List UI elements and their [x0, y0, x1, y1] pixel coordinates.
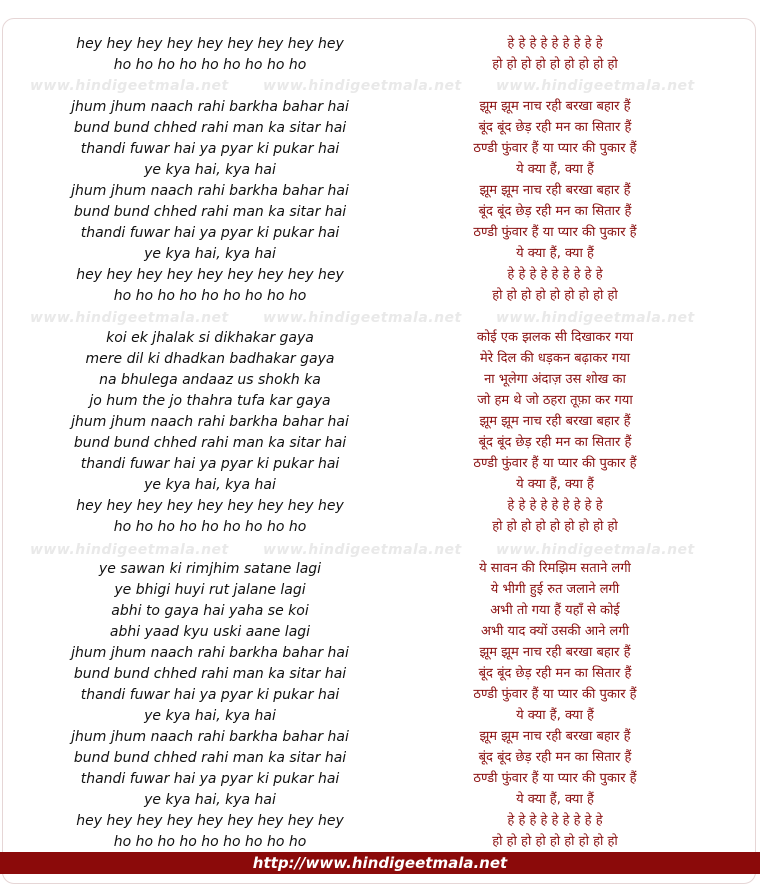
lyric-line-hindi: ये क्या हैं, क्या हैं: [516, 162, 594, 177]
lyric-line-hindi: ठण्डी फुंवार हैं या प्यार की पुकार हैं: [473, 687, 637, 702]
lyric-line-english: bund bund chhed rahi man ka sitar hai: [73, 750, 347, 766]
lyric-line-hindi: हो हो हो हो हो हो हो हो हो: [492, 834, 618, 849]
lyric-line-english: ho ho ho ho ho ho ho ho ho: [113, 288, 307, 304]
watermark-text: www.hindigeetmala.net: [496, 542, 695, 558]
lyric-line-english: jhum jhum naach rahi barkha bahar hai: [71, 414, 349, 430]
lyric-line-english: bund bund chhed rahi man ka sitar hai: [73, 204, 347, 220]
lyric-line-hindi: मेरे दिल की धड़कन बढ़ाकर गया: [480, 351, 630, 366]
lyric-line-hindi: ये क्या हैं, क्या हैं: [516, 708, 594, 723]
lyric-line-english: jhum jhum naach rahi barkha bahar hai: [71, 645, 349, 661]
lyric-line-hindi: जो हम थे जो ठहरा तूफ़ा कर गया: [477, 393, 633, 408]
lyric-line-english: hey hey hey hey hey hey hey hey hey: [76, 36, 344, 52]
lyric-line-english: hey hey hey hey hey hey hey hey hey: [76, 267, 344, 283]
lyric-line-english: thandi fuwar hai ya pyar ki pukar hai: [80, 456, 340, 472]
lyric-line-hindi: ये क्या हैं, क्या हैं: [516, 246, 594, 261]
lyric-line-hindi: ये क्या हैं, क्या हैं: [516, 477, 594, 492]
lyric-line-english: ye kya hai, kya hai: [144, 477, 276, 493]
lyric-line-english: thandi fuwar hai ya pyar ki pukar hai: [80, 687, 340, 703]
lyric-line-hindi: ठण्डी फुंवार हैं या प्यार की पुकार हैं: [473, 225, 637, 240]
lyric-line-english: thandi fuwar hai ya pyar ki pukar hai: [80, 225, 340, 241]
lyric-line-hindi: हो हो हो हो हो हो हो हो हो: [492, 288, 618, 303]
watermark-text: www.hindigeetmala.net: [30, 310, 229, 326]
lyric-line-english: bund bund chhed rahi man ka sitar hai: [73, 435, 347, 451]
watermark-text: www.hindigeetmala.net: [263, 542, 462, 558]
lyric-line-hindi: झूम झूम नाच रही बरखा बहार हैं: [479, 414, 631, 429]
lyric-line-hindi: ठण्डी फुंवार हैं या प्यार की पुकार हैं: [473, 141, 637, 156]
watermark-text: www.hindigeetmala.net: [496, 310, 695, 326]
site-url-footer[interactable]: http://www.hindigeetmala.net: [0, 852, 760, 874]
watermark-text: www.hindigeetmala.net: [263, 310, 462, 326]
lyric-line-hindi: झूम झूम नाच रही बरखा बहार हैं: [479, 645, 631, 660]
lyric-line-english: bund bund chhed rahi man ka sitar hai: [73, 120, 347, 136]
lyric-line-english: bund bund chhed rahi man ka sitar hai: [73, 666, 347, 682]
lyric-line-english: mere dil ki dhadkan badhakar gaya: [85, 351, 335, 367]
lyric-line-english: ye kya hai, kya hai: [144, 792, 276, 808]
lyric-line-hindi: बूंद बूंद छेड़ रही मन का सितार हैं: [478, 750, 632, 765]
lyric-line-hindi: ये क्या हैं, क्या हैं: [516, 792, 594, 807]
watermark-text: www.hindigeetmala.net: [263, 78, 462, 94]
lyric-line-hindi: कोई एक झलक सी दिखाकर गया: [476, 330, 634, 345]
lyric-line-english: koi ek jhalak si dikhakar gaya: [106, 330, 314, 346]
lyric-line-hindi: ठण्डी फुंवार हैं या प्यार की पुकार हैं: [473, 771, 637, 786]
lyric-line-hindi: झूम झूम नाच रही बरखा बहार हैं: [479, 183, 631, 198]
lyric-line-hindi: हे हे हे हे हे हे हे हे हे: [507, 498, 603, 513]
lyric-line-english: abhi yaad kyu uski aane lagi: [109, 624, 311, 640]
lyric-line-hindi: ना भूलेगा अंदाज़ उस शोख का: [484, 372, 626, 387]
lyric-line-hindi: बूंद बूंद छेड़ रही मन का सितार हैं: [478, 120, 632, 135]
lyric-line-hindi: हे हे हे हे हे हे हे हे हे: [507, 267, 603, 282]
lyric-line-hindi: हो हो हो हो हो हो हो हो हो: [492, 519, 618, 534]
lyric-line-hindi: हे हे हे हे हे हे हे हे हे: [507, 813, 603, 828]
lyric-line-english: jhum jhum naach rahi barkha bahar hai: [71, 729, 349, 745]
lyric-line-english: ye kya hai, kya hai: [144, 246, 276, 262]
lyric-line-hindi: ये सावन की रिमझिम सताने लगी: [479, 561, 631, 576]
watermark-text: www.hindigeetmala.net: [30, 542, 229, 558]
lyric-line-hindi: ठण्डी फुंवार हैं या प्यार की पुकार हैं: [473, 456, 637, 471]
lyric-line-english: na bhulega andaaz us shokh ka: [99, 372, 321, 388]
lyric-line-hindi: बूंद बूंद छेड़ रही मन का सितार हैं: [478, 666, 632, 681]
watermark-text: www.hindigeetmala.net: [30, 78, 229, 94]
lyric-line-english: hey hey hey hey hey hey hey hey hey: [76, 498, 344, 514]
watermark-text: www.hindigeetmala.net: [496, 78, 695, 94]
lyric-line-hindi: झूम झूम नाच रही बरखा बहार हैं: [479, 99, 631, 114]
lyric-line-english: ho ho ho ho ho ho ho ho ho: [113, 834, 307, 850]
lyric-line-english: jhum jhum naach rahi barkha bahar hai: [71, 183, 349, 199]
lyric-line-hindi: हे हे हे हे हे हे हे हे हे: [507, 36, 603, 51]
lyric-line-english: thandi fuwar hai ya pyar ki pukar hai: [80, 141, 340, 157]
lyric-line-english: hey hey hey hey hey hey hey hey hey: [76, 813, 344, 829]
lyric-line-hindi: ये भीगी हुई रुत जलाने लगी: [490, 582, 620, 597]
lyric-line-english: ye kya hai, kya hai: [144, 708, 276, 724]
lyric-line-hindi: अभी तो गया हैं यहाँ से कोई: [490, 603, 620, 618]
lyric-line-english: ho ho ho ho ho ho ho ho ho: [113, 519, 307, 535]
lyric-line-english: jo hum the jo thahra tufa kar gaya: [89, 393, 331, 409]
lyric-line-english: thandi fuwar hai ya pyar ki pukar hai: [80, 771, 340, 787]
lyric-line-hindi: हो हो हो हो हो हो हो हो हो: [492, 57, 618, 72]
lyric-line-english: ye sawan ki rimjhim satane lagi: [98, 561, 322, 577]
lyric-line-english: abhi to gaya hai yaha se koi: [111, 603, 309, 619]
lyric-line-english: ho ho ho ho ho ho ho ho ho: [113, 57, 307, 73]
lyric-line-english: ye kya hai, kya hai: [144, 162, 276, 178]
lyric-line-english: jhum jhum naach rahi barkha bahar hai: [71, 99, 349, 115]
lyric-line-hindi: अभी याद क्यों उसकी आने लगी: [480, 624, 630, 639]
lyric-line-english: ye bhigi huyi rut jalane lagi: [114, 582, 306, 598]
lyric-line-hindi: झूम झूम नाच रही बरखा बहार हैं: [479, 729, 631, 744]
lyric-line-hindi: बूंद बूंद छेड़ रही मन का सितार हैं: [478, 204, 632, 219]
lyric-line-hindi: बूंद बूंद छेड़ रही मन का सितार हैं: [478, 435, 632, 450]
